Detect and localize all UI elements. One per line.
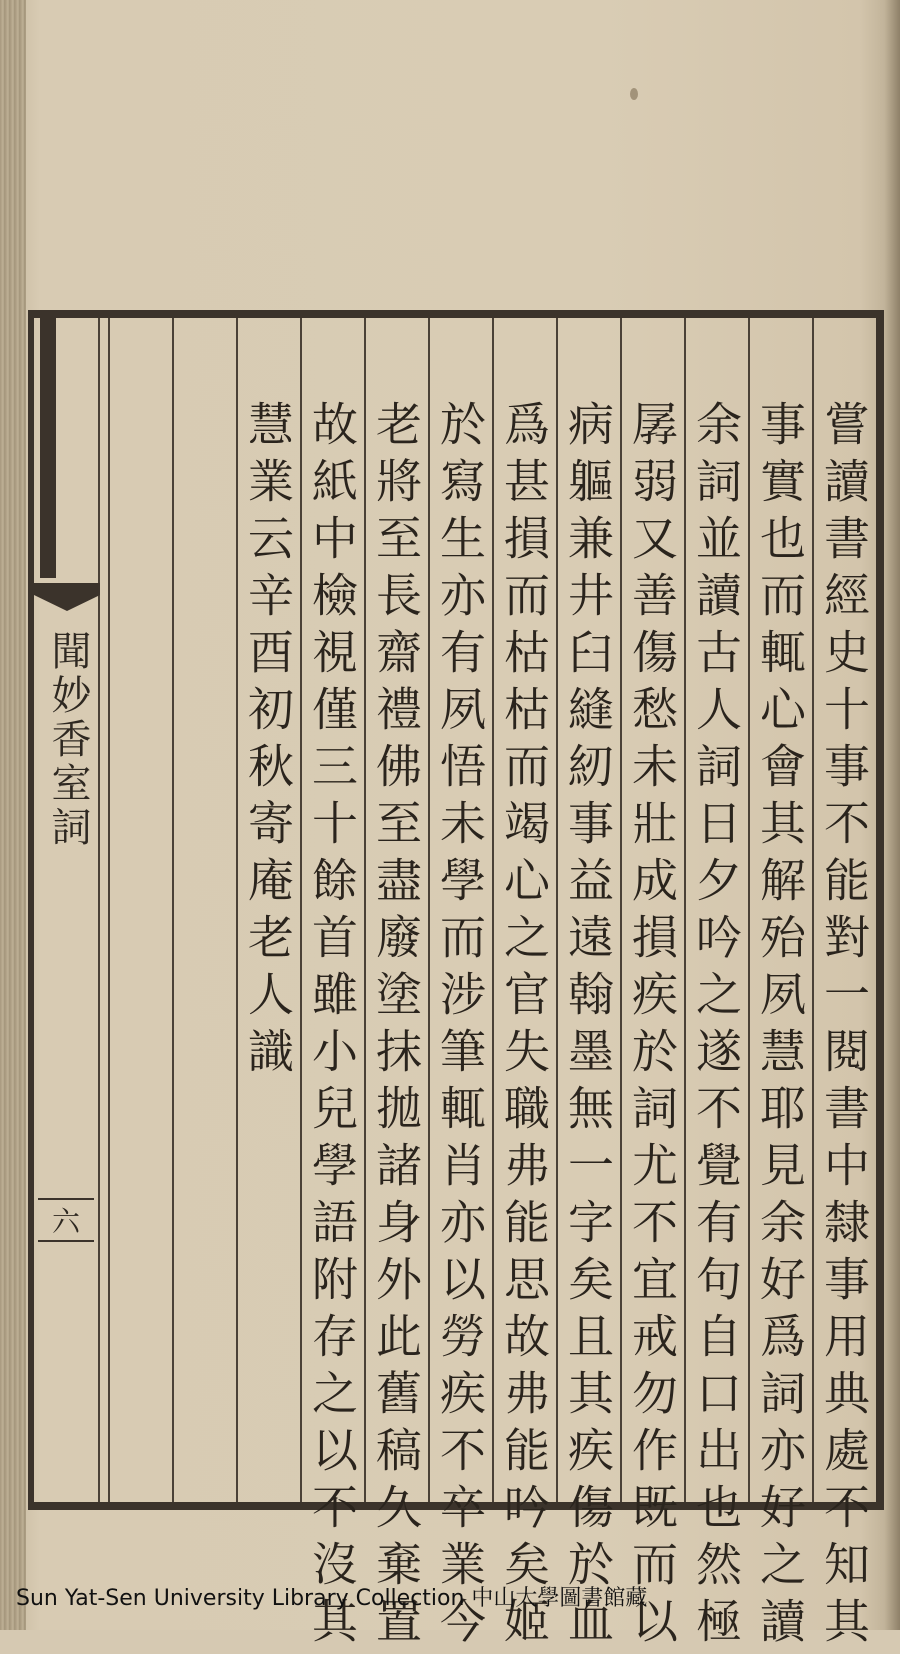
text-column-empty — [108, 318, 172, 1502]
text-column: 老將至長齋禮佛至盡廢塗抹拋諸身外此舊稿久棄置 — [364, 318, 428, 1502]
page-number: 六 — [38, 1198, 94, 1242]
text-column: 余詞並讀古人詞日夕吟之遂不覺有句自口出也然極 — [684, 318, 748, 1502]
text-column: 嘗讀書經史十事不能對一閱書中隸事用典處不知其 — [812, 318, 876, 1502]
text-column: 病軀兼井臼縫紉事益遠翰墨無一字矣且其疾傷於血 — [556, 318, 620, 1502]
text-column: 於寫生亦有夙悟未學而涉筆輒肖亦以勞疾不卒業今 — [428, 318, 492, 1502]
text-column: 慧業云辛酉初秋寄庵老人識 — [236, 318, 300, 1502]
paper-stain — [630, 88, 638, 100]
black-mouth-block — [40, 318, 56, 578]
fishtail-mark — [34, 583, 100, 611]
book-block-right-edge — [884, 0, 900, 1630]
text-column: 事實也而輒心會其解殆夙慧耶見余好爲詞亦好之讀 — [748, 318, 812, 1502]
book-title: 聞妙香室詞 — [45, 630, 91, 850]
frame-right-border — [876, 310, 884, 1510]
fishtail-notch — [34, 595, 100, 611]
frame-top-border — [28, 310, 884, 318]
fishtail-bar — [34, 583, 100, 595]
fold-strip-rule — [98, 318, 100, 1502]
text-column: 孱弱又善傷愁未壯成損疾於詞尤不宜戒勿作既而以 — [620, 318, 684, 1502]
library-watermark: Sun Yat-Sen University Library Collection 中山大學圖書館藏 — [16, 1586, 648, 1611]
text-column-empty — [172, 318, 236, 1502]
center-fold-strip — [34, 318, 100, 1502]
book-block-left-edge — [0, 0, 26, 1630]
text-column: 爲甚損而枯枯而竭心之官失職弗能思故弗能吟矣姬 — [492, 318, 556, 1502]
text-column: 故紙中檢視僅三十餘首雖小兒學語附存之以不沒其 — [300, 318, 364, 1502]
